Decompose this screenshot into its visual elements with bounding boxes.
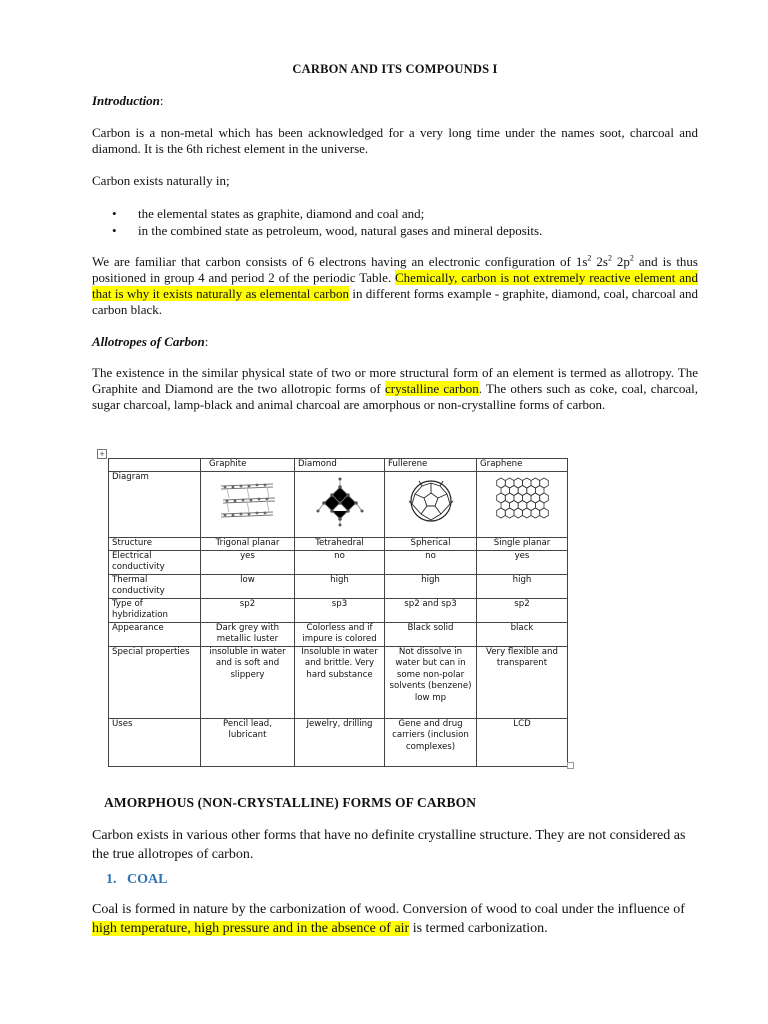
amorphous-heading: AMORPHOUS (NON-CRYSTALLINE) FORMS OF CARBON [104,795,477,810]
coal-paragraph: Coal is formed in nature by the carbonization of wood. Conversion of wood to coal under the influence of high temperature, high pressure and in the absence of air is termed carbonization. [92,902,685,936]
table-cell: Insoluble in water and brittle. Very hard substance [295,646,385,718]
table-cell: Black solid [385,622,477,646]
table-cell: insoluble in water and is soft and slippery [201,646,295,718]
table-cell: Gene and drug carriers (inclusion complexes) [385,718,477,766]
table-cell: Not dissolve in water but can in some non-polar solvents (benzene) low mp [385,646,477,718]
table-cell: Colorless and if impure is colored [295,622,385,646]
row-label: Type of hybridization [109,598,201,622]
table-cell: high [295,574,385,598]
table-cell: yes [477,550,568,574]
intro-paragraph: Carbon is a non-metal which has been acknowledged for a very long time under the names soot, charcoal and diamond. It is the 6th richest element in the universe. [92,125,698,156]
table-cell: sp3 [295,598,385,622]
graphite-diagram [201,472,295,538]
table-cell: Dark grey with metallic luster [201,622,295,646]
table-cell: yes [201,550,295,574]
header-cell: Graphene [477,459,568,472]
row-label: Thermal conductivity [109,574,201,598]
table-cell: high [385,574,477,598]
header-cell: Diamond [295,459,385,472]
table-cell: low [201,574,295,598]
table-row [109,550,568,574]
table-cell: sp2 and sp3 [385,598,477,622]
table-cell: sp2 [201,598,295,622]
table-cell: no [385,550,477,574]
table-cell: LCD [477,718,568,766]
table-row [109,646,568,718]
table-cell: high [477,574,568,598]
table-cell: Very flexible and transparent [477,646,568,718]
table-row [109,598,568,622]
table-move-handle[interactable]: + [97,449,107,459]
fullerene-sphere-icon [407,477,455,525]
allotropes-heading: Allotropes of Carbon: [92,334,209,349]
table-resize-handle[interactable] [567,762,574,769]
diamond-lattice-icon [312,475,368,529]
table-cell: Jewelry, drilling [295,718,385,766]
table-cell: sp2 [477,598,568,622]
row-label: Structure [109,538,201,551]
coal-heading: 1. COAL [106,872,168,887]
table-row [109,718,568,766]
table-cell: Single planar [477,538,568,551]
header-cell: Fullerene [385,459,477,472]
row-label: Electrical conductivity [109,550,201,574]
table-row [109,472,568,538]
table-row [109,622,568,646]
highlighted-text: Chemically, carbon is not extremely reactive element and that is why it exists naturally as elemental carbon [92,270,698,301]
table-cell: black [477,622,568,646]
graphene-hexagon-icon [492,476,552,526]
table-row [109,574,568,598]
allotropy-paragraph: The existence in the similar physical state of two or more structural form of an element is termed as allotropy. The Graphite and Diamond are the two allotropic forms of crystalline carbon. The others such as coke, coal, charcoal, sugar charcoal, lamp-black and animal charcoal are amorphous or non-crystalline forms of carbon. [92,365,698,412]
diamond-diagram [295,472,385,538]
highlighted-text: crystalline carbon [384,381,479,396]
row-label: Uses [109,718,201,766]
list-item: • in the combined state as petroleum, wood, natural gases and mineral deposits. [112,223,543,238]
graphene-diagram [477,472,568,538]
list-item: • the elemental states as graphite, diamond and coal and; [112,206,425,221]
table-cell: Tetrahedral [295,538,385,551]
row-label: Special properties [109,646,201,718]
configuration-paragraph: We are familiar that carbon consists of 6 electrons having an electronic configuration of $1s^2$ $2s^2$ $2p^2$ and is thus positioned in group 4 and period 2 of the periodic Table. Chemically, carbon is not extremely reactive element and that is why it exists naturally as elemental carbon in different forms example - graphite, diamond, coal, charcoal and carbon black. [92,253,698,317]
header-cell: Graphite [201,459,295,472]
table-header-row [109,459,568,472]
exists-naturally-paragraph: Carbon exists naturally in; [92,173,230,188]
row-label: Appearance [109,622,201,646]
table-cell: Pencil lead, lubricant [201,718,295,766]
highlighted-text: high temperature, high pressure and in the absence of air [92,921,410,936]
amorphous-paragraph: Carbon exists in various other forms that have no definite crystalline structure. They are not considered as the true allotropes of carbon. [92,828,686,862]
page-title: CARBON AND ITS COMPOUNDS I [292,62,498,76]
table-cell: no [295,550,385,574]
row-label: Diagram [109,472,201,538]
table-cell: Trigonal planar [201,538,295,551]
table-row [109,538,568,551]
introduction-heading: Introduction: [92,93,164,108]
bullet-list [112,205,542,239]
table-cell: Spherical [385,538,477,551]
allotropes-table [108,458,568,767]
fullerene-diagram [385,472,477,538]
graphite-layers-icon [217,478,279,526]
header-cell [109,459,201,472]
